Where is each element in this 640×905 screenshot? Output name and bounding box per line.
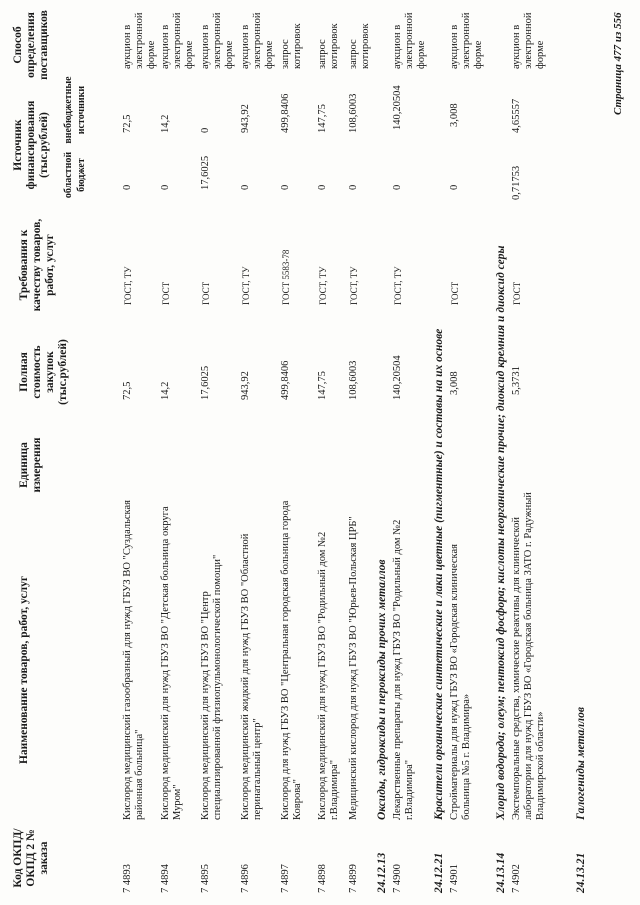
order-code: 7 4900: [392, 864, 403, 893]
item-extra: 3,008: [449, 103, 460, 127]
item-name: Кислород для нужд ГБУЗ ВО "Центральная городская больница города Коврова": [280, 500, 303, 820]
order-code: 7 4902: [511, 864, 522, 893]
item-extra: 140,20504: [392, 85, 403, 130]
header-name: Наименование товаров, работ, услуг: [18, 575, 30, 765]
item-cost: 140,20504: [392, 355, 403, 400]
item-cost: 108,6003: [348, 360, 359, 400]
item-req: ГОСТ: [201, 281, 211, 305]
item-req: ГОСТ, ТУ: [318, 266, 328, 305]
order-code: 7 4895: [200, 864, 211, 893]
item-extra: 14,2: [160, 114, 171, 133]
item-budget: 0: [449, 184, 460, 190]
section-title: Красители органические синтетические и лаки цветные (пигментные) и составы на их основе: [433, 328, 445, 820]
item-req: ГОСТ, ТУ: [393, 266, 403, 305]
item-extra: 943,92: [240, 104, 251, 133]
item-name: Кислород медицинский для нужд ГБУЗ ВО "Родильный дом №2 г.Владимира": [317, 531, 340, 820]
header-cost: Полная стоимость закупок (тыс.рублей): [18, 339, 69, 405]
item-cost: 72,5: [122, 381, 133, 400]
item-method: аукцион в электронной форме: [200, 12, 235, 69]
item-budget: 0,71753: [511, 165, 522, 200]
item-extra: 499,8406: [280, 93, 291, 133]
section-code: 24.12.21: [433, 852, 445, 893]
item-cost: 17,6025: [200, 365, 211, 400]
header-fin-budget: областной бюджет: [63, 151, 87, 199]
item-name: Стройматериалы для нужд ГБУЗ ВО «Городская клиническая больница №5 г. Владимира»: [449, 544, 472, 820]
item-name: Медицинский кислород для нужд ГБУЗ ВО "Юрьев-Польская ЦРБ": [348, 516, 359, 820]
item-req: ГОСТ, ТУ: [349, 266, 359, 305]
item-cost: 499,8406: [280, 360, 291, 400]
header-unit: Единица измерения: [18, 437, 43, 493]
item-name: Кислород медицинский жидкий для нужд ГБУЗ ВО "Областной перинатальный центр": [240, 533, 263, 820]
item-budget: 0: [280, 184, 291, 190]
item-req: ГОСТ: [450, 281, 460, 305]
item-budget: 0: [240, 184, 251, 190]
order-code: 7 4893: [122, 864, 133, 893]
item-method: аукцион в электронной форме: [122, 12, 157, 69]
item-method: запрос котировок: [348, 23, 371, 69]
order-code: 7 4901: [449, 864, 460, 893]
item-req: ГОСТ, ТУ: [123, 266, 133, 305]
item-cost: 3,008: [449, 371, 460, 395]
item-method: запрос котировок: [280, 23, 303, 69]
item-extra: 72,5: [122, 114, 133, 133]
order-code: 7 4898: [317, 864, 328, 893]
item-budget: 0: [348, 184, 359, 190]
order-code: 7 4896: [240, 864, 251, 893]
item-method: аукцион в электронной форме: [160, 12, 195, 69]
item-budget: 0: [122, 184, 133, 190]
item-cost: 943,92: [240, 371, 251, 400]
item-cost: 147,75: [317, 371, 328, 400]
item-method: аукцион в электронной форме: [240, 12, 275, 69]
order-code: 7 4899: [348, 864, 359, 893]
header-code: Код ОКПД/ ОКПД 2 № заказа: [12, 828, 50, 888]
item-budget: 0: [392, 184, 403, 190]
header-fin: Источник финансирования (тыс.рублей): [12, 100, 50, 190]
item-extra: 108,6003: [348, 93, 359, 133]
order-code: 7 4894: [160, 864, 171, 893]
page-number: Страница 477 из 556: [612, 12, 624, 115]
item-extra: 4,65557: [511, 98, 522, 133]
section-title: Оксиды, гидроксиды и пероксиды прочих металлов: [376, 559, 388, 820]
item-name: Кислород медицинский газообразный для нужд ГБУЗ ВО "Суздальская районная больница": [122, 500, 145, 820]
header-req: Требования к качеству товаров, работ, услуг: [18, 218, 56, 312]
item-cost: 14,2: [160, 381, 171, 400]
section-code: 24.13.21: [575, 852, 587, 893]
section-code: 24.12.13: [376, 852, 388, 893]
item-cost: 5,3731: [511, 366, 522, 395]
item-budget: 17,6025: [200, 155, 211, 190]
item-method: аукцион в электронной форме: [449, 12, 484, 69]
item-method: аукцион в электронной форме: [511, 12, 546, 69]
item-method: запрос котировок: [317, 23, 340, 69]
section-code: 24.13.14: [495, 852, 507, 893]
section-title: Хлорид водорода; олеум; пентоксид фосфора; кислоты неорганические прочие; диоксид кремния и диоксид серы: [495, 245, 507, 820]
item-req: ГОСТ: [161, 281, 171, 305]
item-budget: 0: [160, 184, 171, 190]
header-method: Способ определения поставщиков: [12, 10, 50, 80]
item-req: ГОСТ 5583-78: [281, 249, 291, 305]
item-extra: 0: [200, 127, 211, 133]
item-budget: 0: [317, 184, 328, 190]
order-code: 7 4897: [280, 864, 291, 893]
item-name: Кислород медицинский для нужд ГБУЗ ВО "Детская больница округа Муром": [160, 506, 183, 820]
item-req: ГОСТ, ТУ: [241, 266, 251, 305]
item-extra: 147,75: [317, 104, 328, 133]
item-name: Кислород медицинский для нужд ГБУЗ ВО "Центр специализированной фтизиопульмонологической помощи": [200, 554, 223, 820]
section-title: Галогениды металлов: [575, 707, 587, 820]
item-name: Экстемпоральные средства, химические реактивы для клинической лаборатории для нужд ГБУЗ ВО «Городская больница ЗАТО г. Радужный Владимирской области»: [511, 492, 546, 820]
item-method: аукцион в электронной форме: [392, 12, 427, 69]
header-fin-extra: внебюджетные источники: [63, 76, 87, 144]
item-req: ГОСТ: [512, 281, 522, 305]
item-name: Лекарственные препараты для нужд ГБУЗ ВО "Родильный дом №2 г.Владимира": [392, 519, 415, 820]
